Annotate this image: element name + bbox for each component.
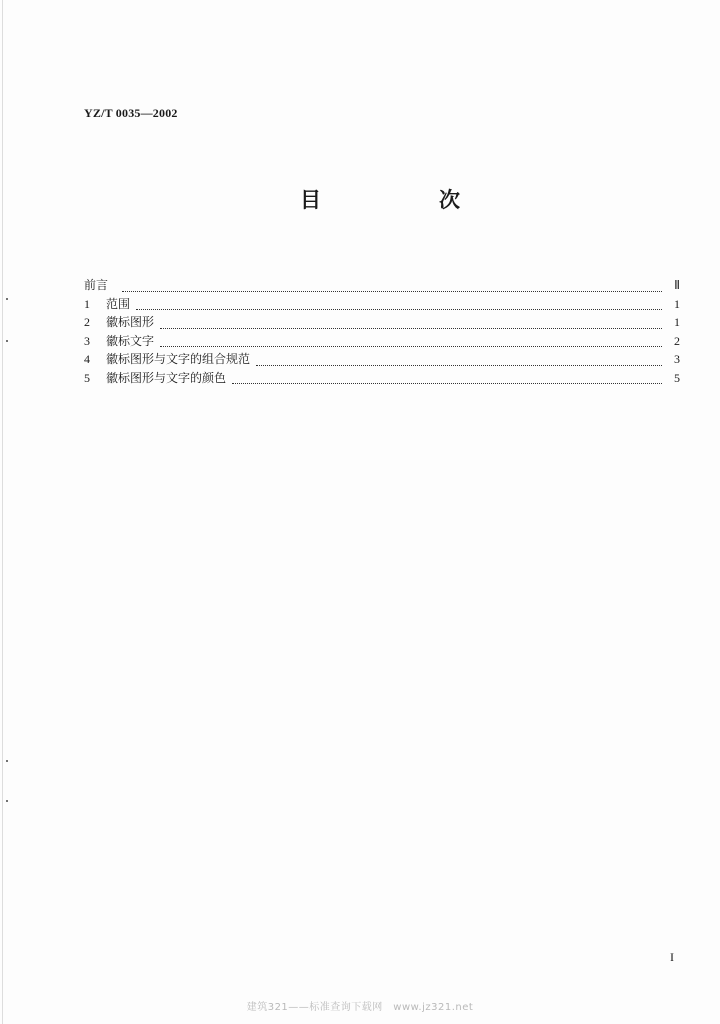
toc-entry-number: 4 <box>84 352 90 366</box>
scan-speck <box>6 340 8 342</box>
toc-entry-logo-graphic[interactable] <box>84 313 680 332</box>
watermark-text: 建筑321——标准查询下载网 www.jz321.net <box>246 1002 474 1013</box>
toc-dot-leader <box>256 365 662 366</box>
scan-speck <box>6 298 8 300</box>
scan-speck <box>6 760 8 762</box>
toc-entry-number: 2 <box>84 315 90 329</box>
toc-entry-page: 1 <box>674 296 680 311</box>
toc-entry-label: 徽标图形与文字的组合规范 <box>106 352 251 366</box>
toc-entry-colors[interactable] <box>84 369 680 388</box>
toc-entry-logo-text[interactable] <box>84 332 680 351</box>
scan-speck <box>6 800 8 802</box>
toc-dot-leader <box>122 291 662 292</box>
toc-entry-number: 1 <box>84 296 90 311</box>
toc-entry-page: Ⅱ <box>674 278 680 292</box>
toc-title-char-2: 次 <box>439 188 460 212</box>
toc-dot-leader <box>136 309 662 310</box>
toc-entry-label: 徽标图形与文字的颜色 <box>106 370 227 385</box>
toc-entry-preface[interactable] <box>84 276 680 295</box>
toc-entry-page: 3 <box>674 352 680 366</box>
toc-dot-leader <box>160 328 662 329</box>
toc-dot-leader <box>232 383 662 384</box>
toc-title <box>300 184 460 214</box>
toc-entry-page: 1 <box>674 315 680 329</box>
toc-title-char-1: 目 <box>300 188 321 212</box>
toc-entry-page: 2 <box>674 333 680 348</box>
toc-entry-number: 5 <box>84 370 90 385</box>
toc-entry-label: 徽标图形 <box>106 315 155 329</box>
toc-entry-scope[interactable] <box>84 295 680 314</box>
standard-code: YZ/T 0035—2002 <box>84 106 178 120</box>
toc-entry-label: 范围 <box>106 296 131 311</box>
toc-entry-label: 前言 <box>84 278 109 292</box>
toc-entry-number: 3 <box>84 333 90 348</box>
toc-entry-label: 徽标文字 <box>106 333 155 348</box>
toc-entry-page: 5 <box>674 370 680 385</box>
scan-edge-line <box>2 0 3 1024</box>
table-of-contents <box>84 276 680 387</box>
toc-dot-leader <box>160 346 662 347</box>
page-number: I <box>670 950 674 964</box>
toc-entry-combination[interactable] <box>84 350 680 369</box>
